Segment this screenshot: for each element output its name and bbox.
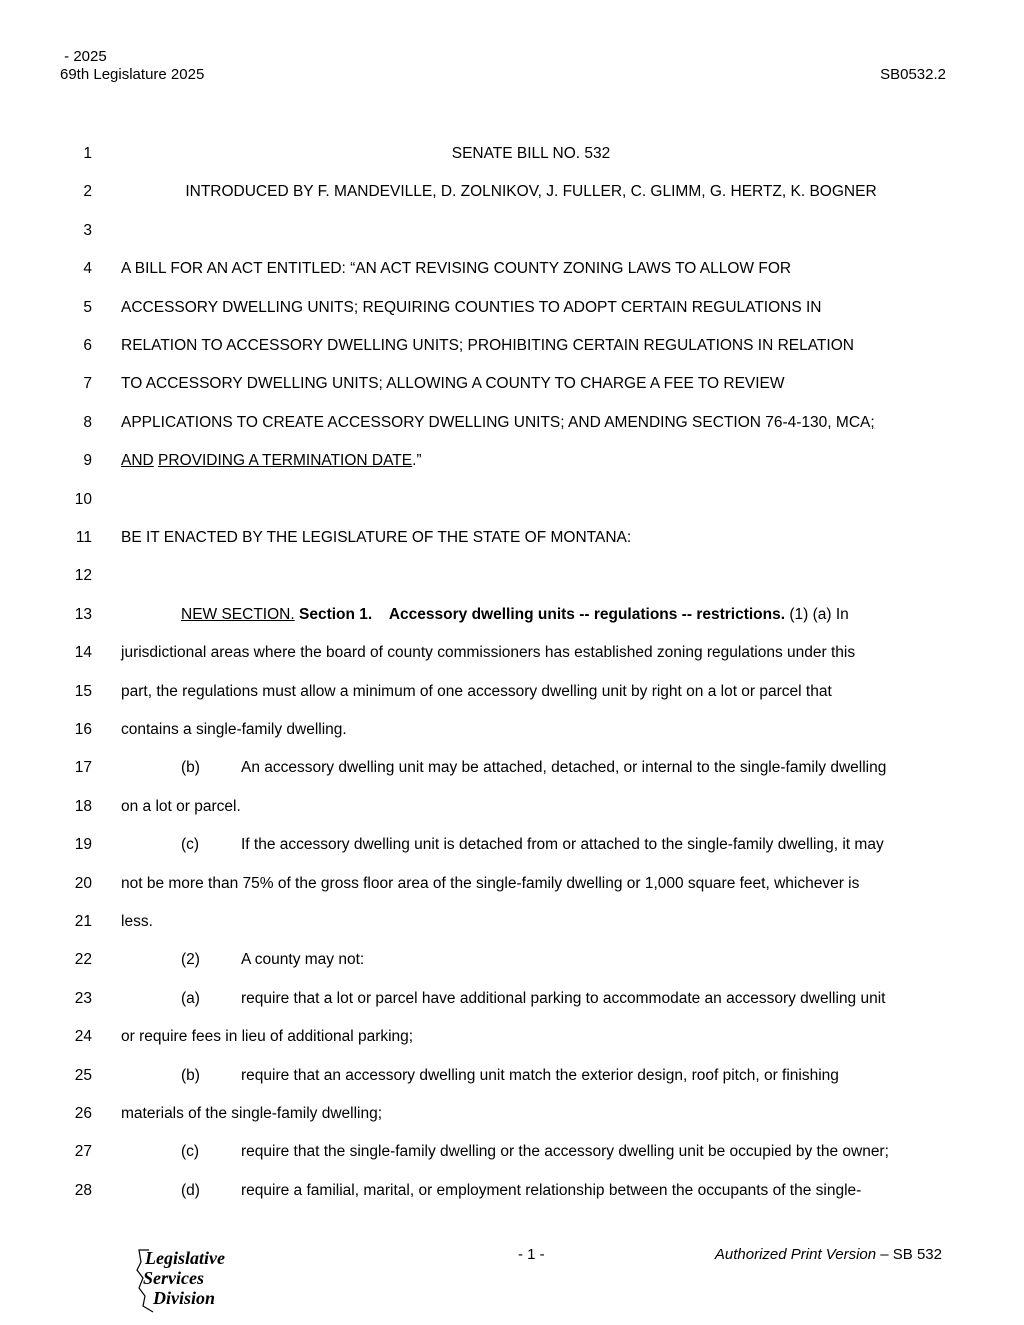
line-number: 23 bbox=[74, 989, 92, 1007]
line-number: 10 bbox=[74, 490, 92, 508]
line-number: 20 bbox=[74, 874, 92, 892]
line-number: 17 bbox=[74, 759, 92, 777]
logo-word-3: Division bbox=[153, 1288, 216, 1308]
line-number: 27 bbox=[74, 1143, 92, 1161]
line-text bbox=[121, 875, 859, 893]
section-title: Section 1. Accessory dwelling units -- regulations -- restrictions. bbox=[298, 605, 786, 623]
bill-line bbox=[0, 1182, 1024, 1206]
line-text-main: not be more than 75% of the gross floor area of the single-family dwelling or 1,000 square feet, whichever is bbox=[121, 874, 860, 892]
inserted-text: ; bbox=[870, 413, 875, 431]
line-text: If the accessory dwelling unit is detached from or attached to the single-family dwelling, it may bbox=[241, 836, 884, 854]
line-text: A county may not: bbox=[241, 951, 365, 969]
subsection-label: (b) bbox=[181, 759, 200, 777]
bill-line bbox=[0, 299, 1024, 323]
line-text-main: part, the regulations must allow a minimum of one accessory dwelling unit by right on a lot or parcel that bbox=[121, 682, 832, 700]
print-version-label bbox=[715, 1246, 942, 1263]
subsection-label: (a) bbox=[181, 989, 200, 1007]
line-number: 15 bbox=[74, 682, 92, 700]
print-version-bill: – SB 532 bbox=[876, 1246, 942, 1263]
montana-outline-icon bbox=[135, 1248, 155, 1314]
line-text: require a familial, marital, or employment relationship between the occupants of the single- bbox=[241, 1181, 862, 1199]
line-text-main: RELATION TO ACCESSORY DWELLING UNITS; PROHIBITING CERTAIN REGULATIONS IN RELATION bbox=[121, 337, 854, 354]
subsection-label: (b) bbox=[181, 1066, 200, 1084]
section-heading bbox=[181, 606, 849, 624]
line-number: 5 bbox=[83, 298, 92, 316]
line-number: 13 bbox=[74, 605, 92, 623]
line-text-main: less. bbox=[121, 913, 153, 930]
header-bill-code: SB0532.2 bbox=[880, 66, 946, 83]
line-text-main: contains a single-family dwelling. bbox=[121, 721, 347, 738]
line-text: An accessory dwelling unit may be attached, detached, or internal to the single-family dwelling bbox=[241, 759, 887, 777]
bill-line bbox=[0, 1067, 1024, 1091]
bill-line bbox=[0, 1105, 1024, 1129]
line-text: require that a lot or parcel have additional parking to accommodate an accessory dwelling unit bbox=[241, 989, 886, 1007]
line-text: (1) (a) In bbox=[785, 605, 849, 623]
subsection-label: (c) bbox=[181, 1143, 200, 1161]
bill-line bbox=[0, 798, 1024, 822]
line-text-main: BE IT ENACTED BY THE LEGISLATURE OF THE STATE OF MONTANA: bbox=[121, 529, 632, 546]
line-text-main: materials of the single-family dwelling; bbox=[121, 1105, 383, 1122]
trailing-text: .” bbox=[412, 452, 422, 470]
line-text-main: jurisdictional areas where the board of county commissioners has established zoning regulations under this bbox=[121, 644, 856, 662]
bill-line bbox=[0, 183, 1024, 207]
line-number: 8 bbox=[83, 413, 92, 431]
line-text: require that an accessory dwelling unit match the exterior design, roof pitch, or finishing bbox=[241, 1066, 839, 1084]
page-number: - 1 - bbox=[518, 1246, 545, 1263]
legislative-services-logo bbox=[135, 1248, 245, 1314]
bill-line bbox=[0, 452, 1024, 476]
line-number: 2 bbox=[83, 183, 92, 201]
bill-line bbox=[0, 375, 1024, 399]
bill-line bbox=[0, 337, 1024, 361]
bill-line bbox=[0, 260, 1024, 284]
subsection-label: (c) bbox=[181, 836, 200, 854]
line-text-main: TO ACCESSORY DWELLING UNITS; ALLOWING A COUNTY TO CHARGE A FEE TO REVIEW bbox=[121, 375, 785, 393]
bill-line bbox=[0, 529, 1024, 553]
bill-title: SENATE BILL NO. 532 bbox=[451, 145, 611, 162]
print-version-text: Authorized Print Version bbox=[714, 1246, 877, 1263]
line-text bbox=[121, 529, 631, 547]
inserted-text: PROVIDING A TERMINATION DATE bbox=[158, 452, 413, 470]
line-text-main: on a lot or parcel. bbox=[121, 797, 241, 815]
line-number: 7 bbox=[83, 375, 92, 393]
line-number: 14 bbox=[74, 644, 92, 662]
subsection-label: (2) bbox=[181, 951, 200, 969]
line-number: 25 bbox=[74, 1066, 92, 1084]
line-text: require that the single-family dwelling or the accessory dwelling unit be occupied by the owner; bbox=[241, 1143, 889, 1161]
subsection-label: (d) bbox=[181, 1181, 200, 1199]
line-number: 19 bbox=[74, 836, 92, 854]
bill-line bbox=[0, 414, 1024, 438]
line-text bbox=[121, 798, 241, 816]
bill-line bbox=[0, 491, 1024, 515]
bill-line bbox=[0, 644, 1024, 668]
line-text bbox=[121, 299, 822, 317]
line-text-main: ACCESSORY DWELLING UNITS; REQUIRING COUNTIES TO ADOPT CERTAIN REGULATIONS IN bbox=[121, 298, 822, 316]
logo-word-1: Legislative bbox=[145, 1248, 225, 1268]
new-section-marker: NEW SECTION. bbox=[181, 605, 295, 623]
line-text-main: A BILL FOR AN ACT ENTITLED: “AN ACT REVISING COUNTY ZONING LAWS TO ALLOW FOR bbox=[121, 260, 792, 278]
bill-line bbox=[0, 683, 1024, 707]
logo-word-2: Services bbox=[143, 1268, 204, 1288]
line-text bbox=[121, 721, 347, 739]
bill-line bbox=[0, 951, 1024, 975]
bill-line bbox=[0, 913, 1024, 937]
line-number: 9 bbox=[83, 452, 92, 470]
bill-line bbox=[0, 145, 1024, 169]
bill-line bbox=[0, 990, 1024, 1014]
line-text-main: or require fees in lieu of additional parking; bbox=[121, 1028, 414, 1046]
line-text bbox=[121, 375, 785, 393]
inserted-text: AND bbox=[121, 452, 154, 470]
line-text bbox=[121, 414, 875, 432]
line-number: 24 bbox=[74, 1028, 92, 1046]
line-number: 22 bbox=[74, 951, 92, 969]
header-year: - 2025 bbox=[60, 48, 107, 65]
line-number: 21 bbox=[74, 913, 92, 930]
bill-line bbox=[0, 759, 1024, 783]
bill-line bbox=[0, 875, 1024, 899]
line-number: 16 bbox=[74, 721, 92, 738]
bill-sponsors: INTRODUCED BY F. MANDEVILLE, D. ZOLNIKOV, J. FULLER, C. GLIMM, G. HERTZ, K. BOGNER bbox=[185, 183, 877, 201]
bill-line bbox=[0, 567, 1024, 591]
header-legislature: 69th Legislature 2025 bbox=[60, 66, 205, 83]
bill-line bbox=[0, 222, 1024, 246]
line-text bbox=[121, 683, 832, 701]
line-number: 4 bbox=[83, 260, 92, 278]
line-text bbox=[121, 337, 854, 355]
line-number: 11 bbox=[75, 529, 92, 546]
bill-line bbox=[0, 836, 1024, 860]
bill-line bbox=[0, 1143, 1024, 1167]
bill-line bbox=[0, 721, 1024, 745]
line-text bbox=[121, 913, 153, 931]
line-text bbox=[121, 260, 791, 278]
line-text bbox=[121, 1105, 382, 1123]
line-number: 1 bbox=[83, 145, 92, 162]
line-number: 12 bbox=[74, 567, 92, 585]
line-number: 18 bbox=[74, 797, 92, 815]
line-number: 3 bbox=[83, 221, 92, 239]
line-text bbox=[121, 644, 855, 662]
line-number: 6 bbox=[83, 337, 92, 354]
bill-line bbox=[0, 1028, 1024, 1052]
bill-line bbox=[0, 606, 1024, 630]
line-number: 26 bbox=[74, 1105, 92, 1122]
line-text bbox=[121, 452, 422, 470]
line-text bbox=[121, 1028, 413, 1046]
line-number: 28 bbox=[74, 1181, 92, 1199]
line-text-main: APPLICATIONS TO CREATE ACCESSORY DWELLING UNITS; AND AMENDING SECTION 76-4-130, MCA bbox=[121, 413, 871, 431]
